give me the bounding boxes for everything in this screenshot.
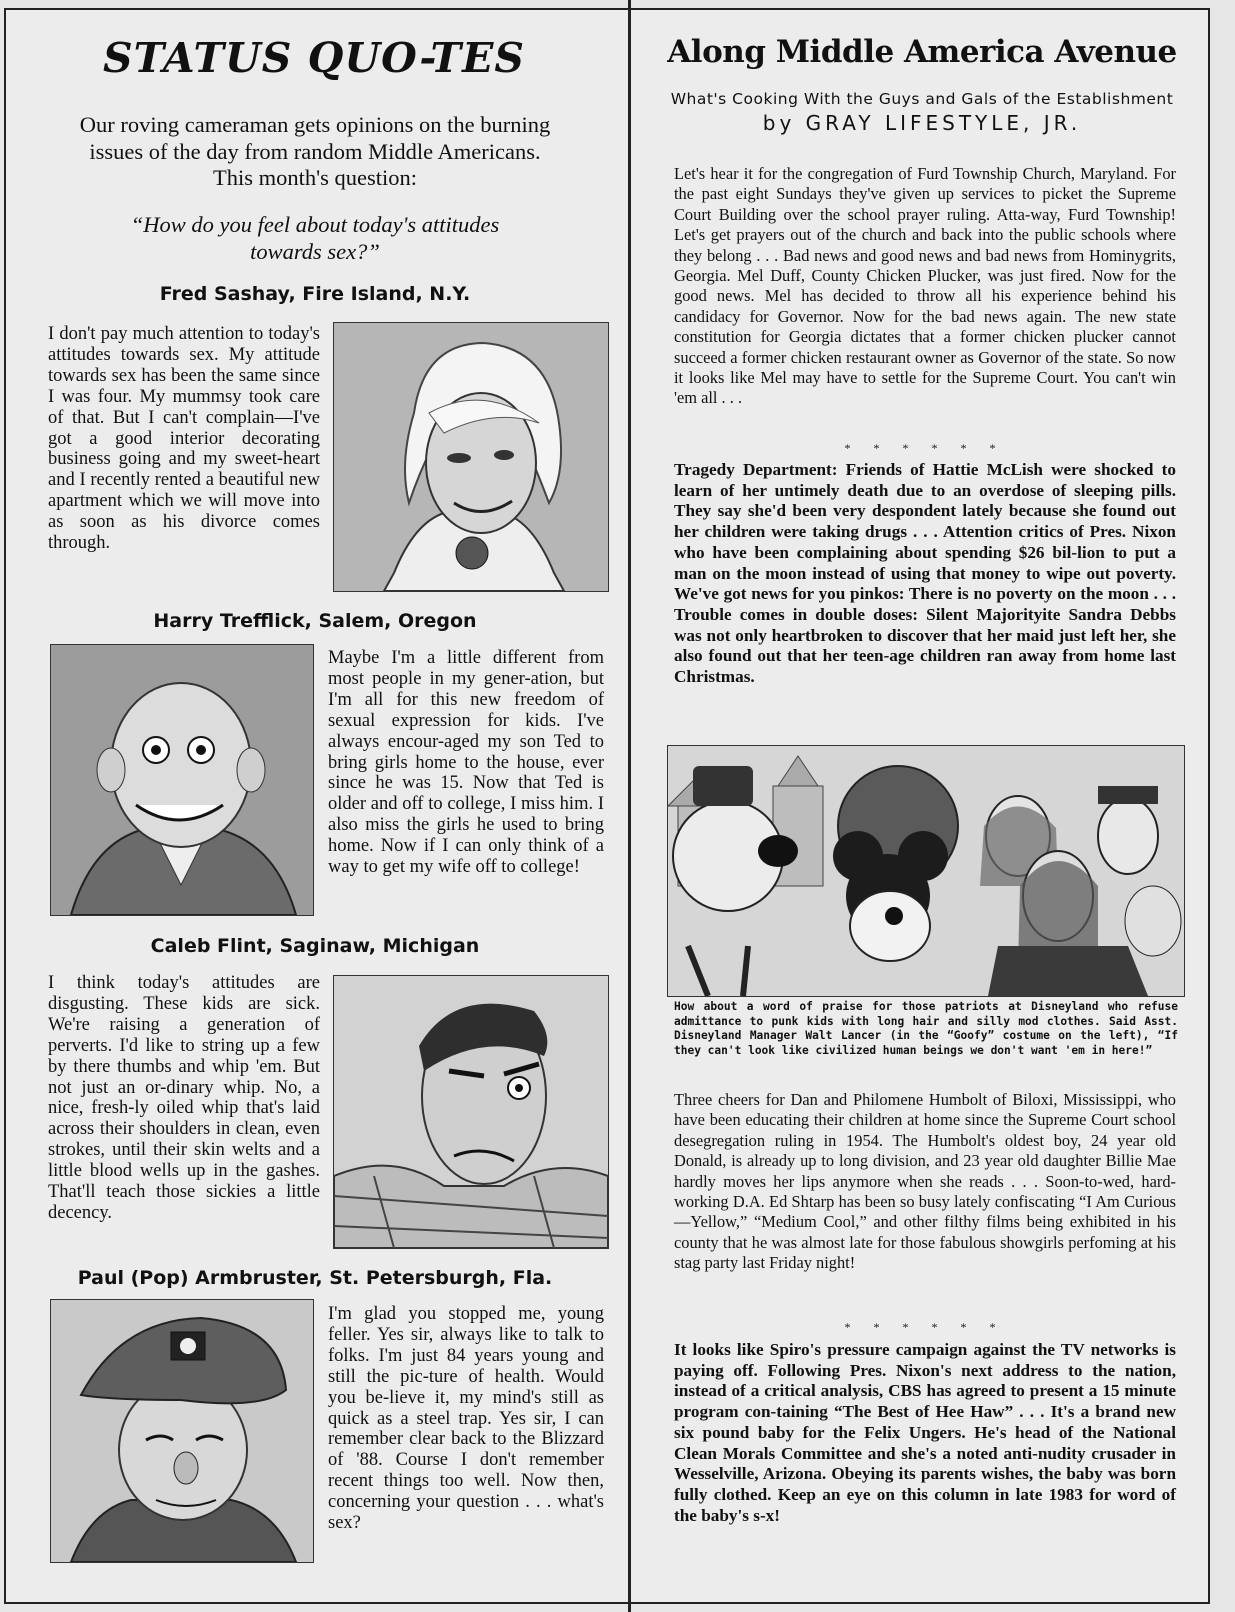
paragraph-spiro: It looks like Spiro's pressure campaign against the TV networks is paying off. Following Pres. Nixon's next address to the nation, instead of a critical analysis, CBS has agreed to present a 15 minute program con-taining “The Best of Hee Haw” . . . It's a brand new six pound baby for the Felix Ungers. He's head of the National Clean Morals Committee and she's a noted anti-nudity crusader in Wesselville, Arizona. Obeying its parents wishes, the baby was born fully clothed. Keep an eye on this column in late 1983 for word of the baby's s-x!: [674, 1340, 1176, 1525]
status-quotes-title: STATUS QUO-TES: [103, 34, 525, 82]
paragraph-furd-township: Let's hear it for the congregation of Furd Township Church, Maryland. For the past eight Sundays they've given up services to picket the Supreme Court Building over the school prayer ruling. Atta-way, Furd Township! Let's get prayers out of the church and back into the public schools where they belong . . . Bad news and good news and bad news from Hominygrits, Georgia. Mel Duff, County Chicken Plucker, was just fired. Now for the good news. Mel has decided to throw all his experience behind his candidacy for Governor. Now for the bad news again. The new state constitution for Georgia dictates that a former chicken plucker cannot succeed a former chicken restaurant owner as Governor of the state. So now it looks like Mel may have to settle for the Supreme Court. You can't win 'em all . . .: [674, 164, 1176, 408]
person-name-paul: Paul (Pop) Armbruster, St. Petersburgh, Fla.: [77, 1267, 553, 1289]
portrait-paul: [50, 1299, 314, 1563]
column-subtitle: What's Cooking With the Guys and Gals of the Establishment: [670, 90, 1174, 108]
caricature-image: [334, 976, 608, 1248]
person-name-caleb: Caleb Flint, Saginaw, Michigan: [150, 935, 480, 957]
column-title: Along Middle America Avenue: [667, 34, 1177, 70]
question-text: “How do you feel about today's attitudes towards sex?”: [130, 212, 500, 264]
caricature-image: [51, 645, 313, 915]
column-divider: [628, 0, 631, 1612]
cartoon-image: [668, 746, 1184, 996]
intro-text: Our roving cameraman gets opinions on the burning issues of the day from random Middle Americans. This month's question:: [79, 112, 551, 191]
caricature-image: [51, 1300, 313, 1562]
person-name-fred: Fred Sashay, Fire Island, N.Y.: [159, 283, 471, 305]
disneyland-cartoon: [667, 745, 1185, 997]
portrait-fred: [333, 322, 609, 592]
byline: by GRAY LIFESTYLE, JR.: [762, 111, 1082, 135]
answer-fred: I don't pay much attention to today's attitudes towards sex. My attitude towards sex has been the same since I was four. My mummsy took care of that. But I can't complain—I've got a good interior decorating business going and my sweet-heart and I recently rented a beautiful new apartment which we will move into as soon as his divorce comes through.: [48, 324, 320, 554]
answer-caleb: I think today's attitudes are disgusting. These kids are sick. We're raising a generation of perverts. I'd like to string up a few by there thumbs and whip 'em. But not just an or-dinary whip. No, a nice, fresh-ly oiled whip that's laid across their shoulders in clean, even strokes, until their skin welts and a little blood wells up in the gashes. That'll teach those sickies a little decency.: [48, 973, 320, 1223]
answer-paul: I'm glad you stopped me, young feller. Yes sir, always like to talk to folks. I'm just 84 years young and still the pic-ture of health. Would you be-lieve it, my mind's still as quick as a steel trap. Yes sir, I can remember clear back to the Blizzard of '88. Course I don't remember recent things too well. Now then, concerning your question . . . what's sex?: [328, 1304, 604, 1534]
cartoon-caption: How about a word of praise for those patriots at Disneyland who refuse admittance to punk kids with long hair and silly mod clothes. Said Asst. Disneyland Manager Walt Lancer (in the “Goofy” costume on the left), “If they can't look like civilized human beings we don't want 'em in here!”: [674, 1000, 1178, 1057]
paragraph-humbolt: Three cheers for Dan and Philomene Humbolt of Biloxi, Mississippi, who have been educating their children at home since the Supreme Court school desegregation ruling in 1954. The Humbolt's oldest boy, 24 year old Donald, is already up to long division, and 23 year old daughter Billie Mae hardly moves her lips anymore when she reads . . . Soon-to-wed, hard-working D.A. Ed Shtarp has been so busy lately confiscating “I Am Curious—Yellow,” “Medium Cool,” and other filthy films being exhibited in his county that he was almost late for those fabulous showgirls perfoming at his stag party last Friday night!: [674, 1090, 1176, 1273]
portrait-harry: [50, 644, 314, 916]
portrait-caleb: [333, 975, 609, 1249]
person-name-harry: Harry Trefflick, Salem, Oregon: [153, 610, 477, 632]
answer-harry: Maybe I'm a little different from most people in my gener-ation, but I'm all for this new freedom of sexual expression for kids. I've always encour-aged my son Ted to bring girls home to the house, ever since he was 15. Now that Ted is older and off to college, I miss him. I also miss the girls he used to bring home. Now if I can only think of a way to get my wife off to college!: [328, 648, 604, 878]
section-separator: * * * * * *: [844, 441, 1006, 455]
caricature-image: [334, 323, 608, 591]
paragraph-tragedy-department: Tragedy Department: Friends of Hattie McLish were shocked to learn of her untimely death due to an overdose of sleeping pills. They say she'd been very despondent lately because she found out her children were taking drugs . . . Attention critics of Pres. Nixon who have been complaining about spending $26 bil-lion to put a man on the moon instead of using that money to wipe out poverty. We've got news for you pinkos: There is no poverty on the moon . . . Trouble comes in double doses: Silent Majorityite Sandra Debbs was not only heartbroken to discover that her maid just left her, she also found out that her teen-age children ran away from home last Christmas.: [674, 460, 1176, 687]
section-separator-2: * * * * * *: [844, 1320, 1006, 1334]
